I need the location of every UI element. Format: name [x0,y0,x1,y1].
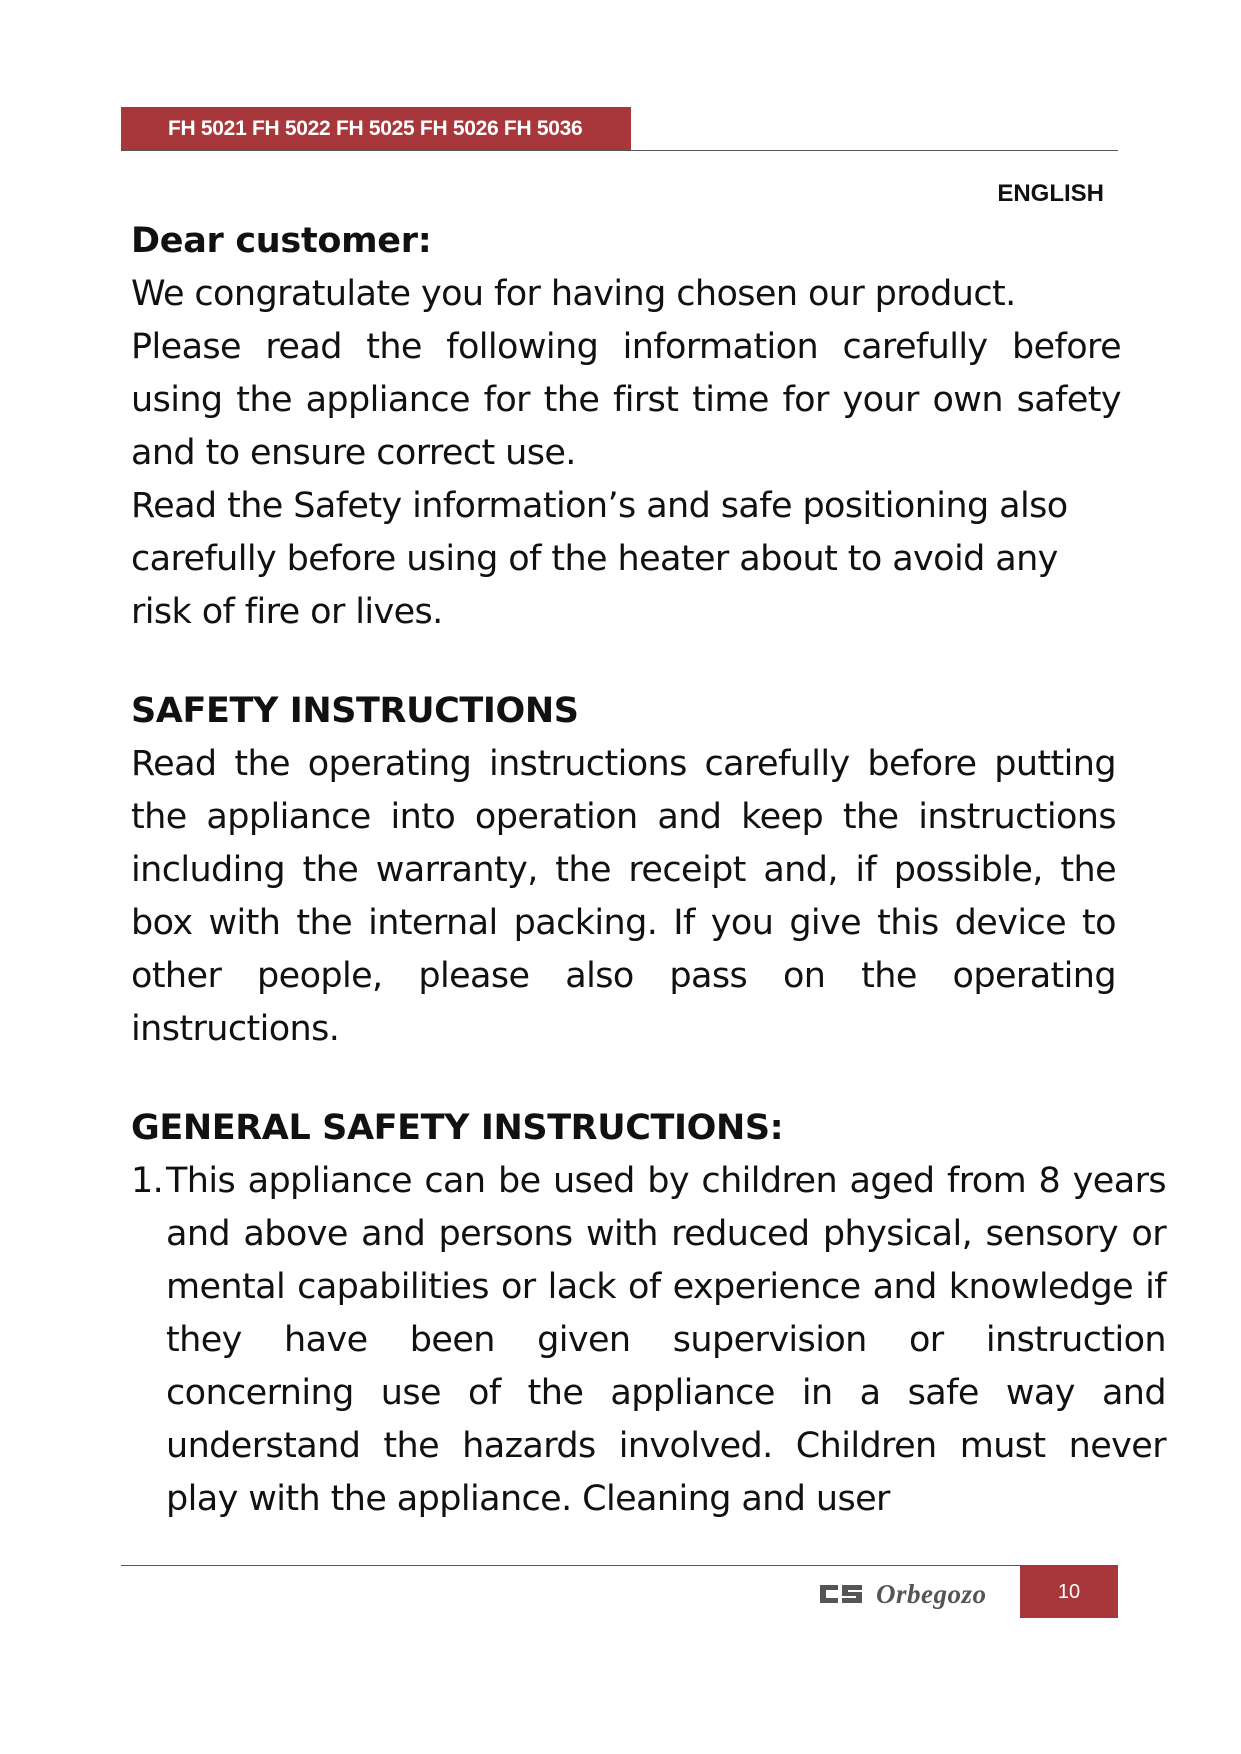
list-item-number: 1. [131,1161,164,1201]
brand-name: Orbegozo [876,1578,987,1609]
intro-paragraph: Please read the following information carefully before using the appliance for the first time for your own safety and to ensure correct use. [131,327,1121,473]
page-content [131,215,1166,1526]
safety-note-paragraph: Read the Safety information’s and safe positioning also carefully before using of the heater about to avoid any risk of fire or lives. [131,486,1068,632]
header-divider [121,150,1118,151]
safety-instructions-body: Read the operating instructions carefully before putting the appliance into operation and keep the instructions including the warranty, the receipt and, if possible, the box with the internal packing. If you give this device to other people, please also pass on the operating instructions. [131,744,1116,1049]
greeting-heading: Dear customer: [131,221,432,261]
intro-line: We congratulate you for having chosen our product. [131,274,1016,314]
safety-instructions-heading: SAFETY INSTRUCTIONS [131,691,579,731]
cg-logo-icon [818,1581,864,1607]
general-safety-heading: GENERAL SAFETY INSTRUCTIONS: [131,1108,784,1148]
page-number: 10 [1020,1566,1118,1618]
footer-divider [121,1565,1118,1566]
general-safety-list [131,1155,1166,1526]
list-item [131,1155,1166,1526]
brand-logo [818,1573,1018,1615]
list-item-text: This appliance can be used by children aged from 8 years and above and persons with reduced physical, sensory or mental capabilities or lack of experience and knowledge if they have been given supervision or instruction concerning use of the appliance in a safe way and understand the hazards involved. Children must never play with the appliance. Cleaning and user [166,1161,1166,1519]
header-model-tab: FH 5021 FH 5022 FH 5025 FH 5026 FH 5036 [121,107,631,150]
language-label: ENGLISH [997,180,1104,207]
